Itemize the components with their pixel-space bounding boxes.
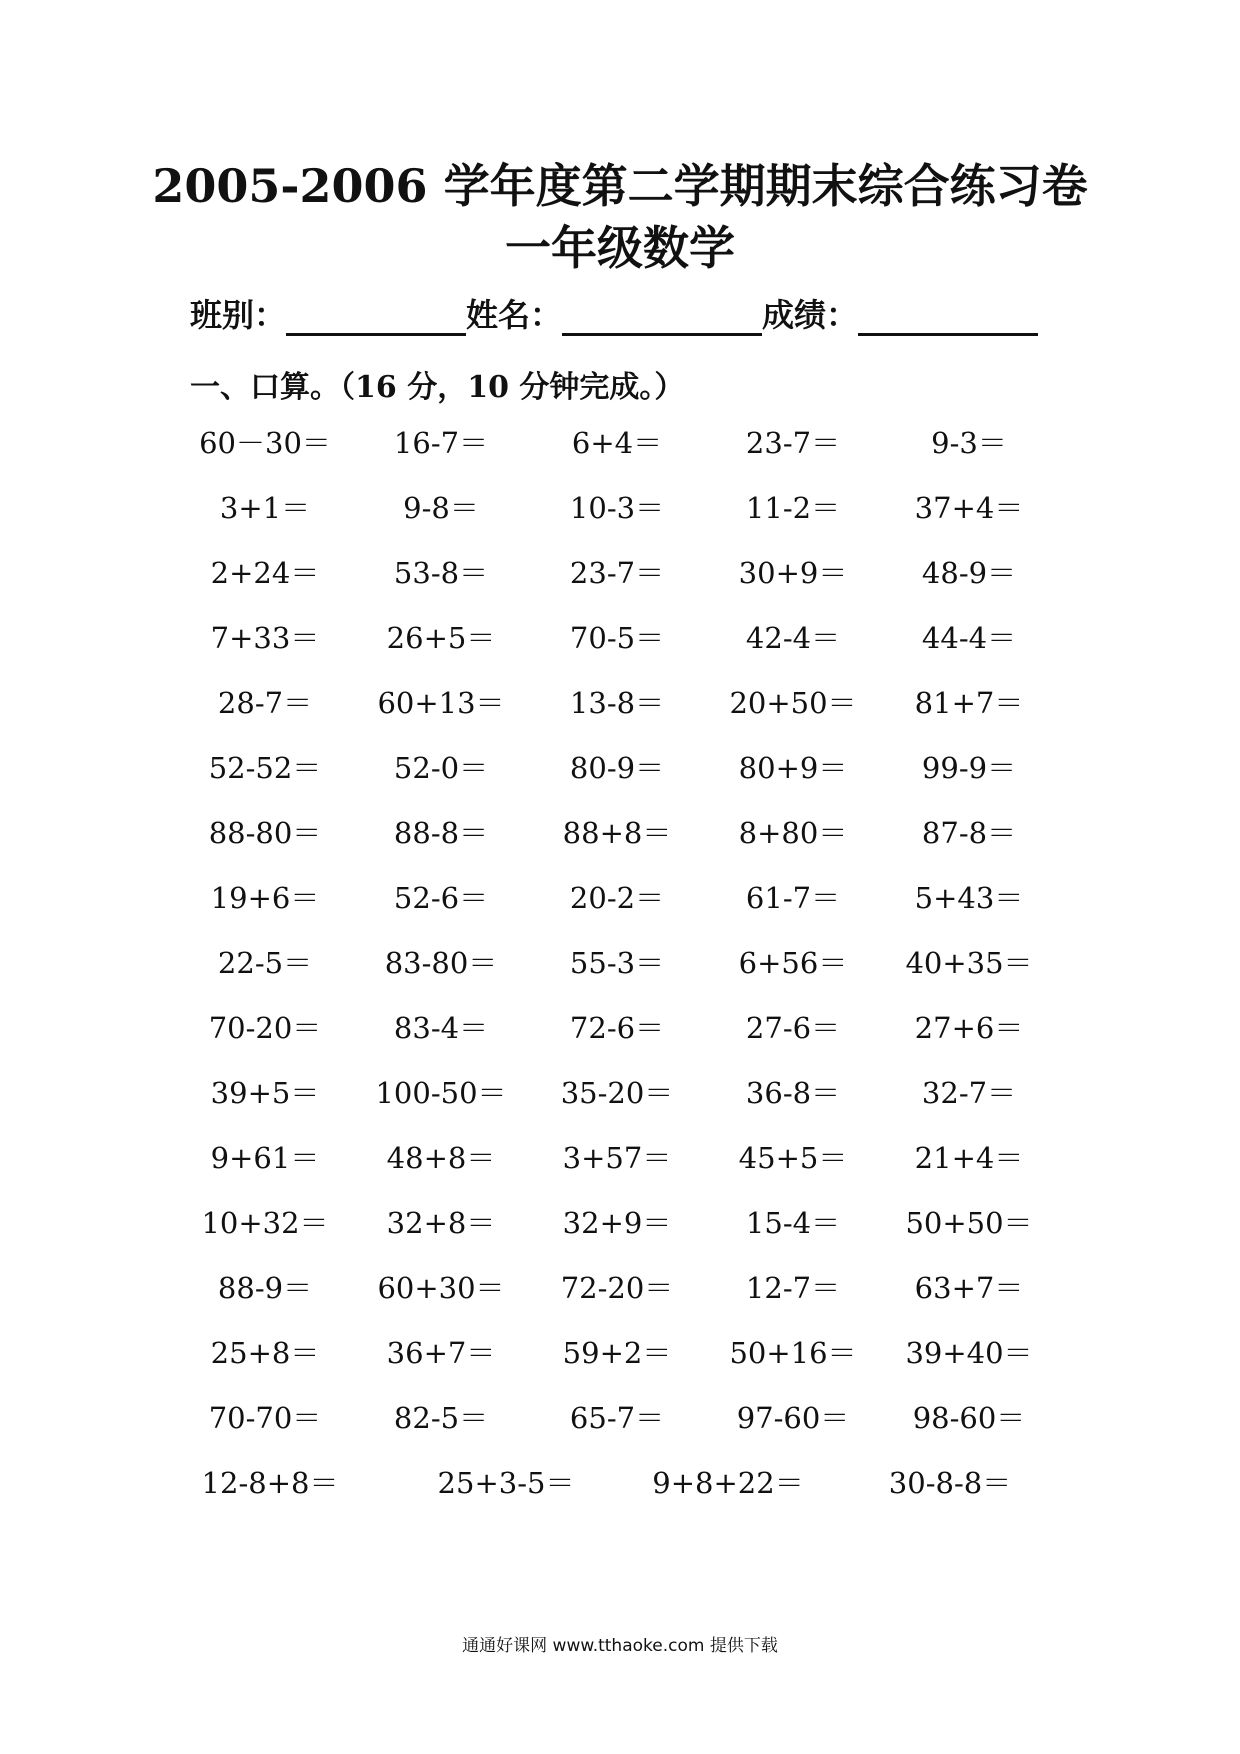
problem-item: 50+50＝ <box>905 1206 1033 1240</box>
problem-item: 82-5＝ <box>393 1401 489 1435</box>
problem-item: 88-8＝ <box>393 816 489 850</box>
problem-item: 23-7＝ <box>745 426 841 460</box>
name-label: 姓名： <box>466 296 563 334</box>
problem-item: 60+13＝ <box>377 686 505 720</box>
problem-item: 37+4＝ <box>914 491 1024 525</box>
problem-item: 100-50＝ <box>375 1076 507 1110</box>
problem-item: 27+6＝ <box>914 1011 1024 1045</box>
problem-row <box>0 1263 1240 1328</box>
problem-item: 39+5＝ <box>210 1076 320 1110</box>
problem-item: 70-20＝ <box>208 1011 322 1045</box>
problem-item: 40+35＝ <box>905 946 1033 980</box>
footer-text: 通通好课网 www.tthaoke.com 提供下载 <box>462 1636 778 1656</box>
problem-item: 20-2＝ <box>569 881 665 915</box>
problem-item: 23-7＝ <box>569 556 665 590</box>
problem-row <box>0 1133 1240 1198</box>
problem-row <box>0 1198 1240 1263</box>
problem-item: 12-7＝ <box>745 1271 841 1305</box>
problem-item: 50+16＝ <box>729 1336 857 1370</box>
problem-item: 83-4＝ <box>393 1011 489 1045</box>
problem-row <box>0 808 1240 873</box>
section-heading: 一、口算。（16 分，10 分钟完成。） <box>190 370 685 405</box>
class-label: 班别： <box>190 296 287 334</box>
problem-item: 52-0＝ <box>393 751 489 785</box>
problem-item: 11-2＝ <box>745 491 841 525</box>
problem-item: 36-8＝ <box>745 1076 841 1110</box>
problem-item: 8+80＝ <box>738 816 848 850</box>
problem-item: 98-60＝ <box>912 1401 1026 1435</box>
problem-item: 48+8＝ <box>386 1141 496 1175</box>
problem-item: 25+3-5＝ <box>437 1466 575 1500</box>
problem-item: 65-7＝ <box>569 1401 665 1435</box>
problem-item: 32-7＝ <box>921 1076 1017 1110</box>
problem-item: 61-7＝ <box>745 881 841 915</box>
problem-row <box>0 483 1240 548</box>
problem-item: 39+40＝ <box>905 1336 1033 1370</box>
class-blank[interactable] <box>286 299 466 336</box>
problem-item: 28-7＝ <box>217 686 313 720</box>
problem-row <box>0 418 1240 483</box>
name-blank[interactable] <box>562 299 762 336</box>
problem-item: 9+8+22＝ <box>652 1466 804 1500</box>
problem-item: 97-60＝ <box>736 1401 850 1435</box>
problem-item: 2+24＝ <box>210 556 320 590</box>
problem-item: 26+5＝ <box>386 621 496 655</box>
oral-calculation-grid <box>0 418 1240 1523</box>
problem-item: 59+2＝ <box>562 1336 672 1370</box>
problem-row <box>0 678 1240 743</box>
problem-item: 19+6＝ <box>210 881 320 915</box>
problem-item: 30-8-8＝ <box>888 1466 1012 1500</box>
problem-item: 5+43＝ <box>914 881 1024 915</box>
problem-item: 60+30＝ <box>377 1271 505 1305</box>
problem-item: 72-6＝ <box>569 1011 665 1045</box>
problem-item: 15-4＝ <box>745 1206 841 1240</box>
problem-row <box>0 1393 1240 1458</box>
problem-item: 6+56＝ <box>738 946 848 980</box>
problem-item: 32+9＝ <box>562 1206 672 1240</box>
problem-item: 21+4＝ <box>914 1141 1024 1175</box>
problem-item: 70-5＝ <box>569 621 665 655</box>
problem-item: 16-7＝ <box>393 426 489 460</box>
problem-item: 88+8＝ <box>562 816 672 850</box>
problem-item: 53-8＝ <box>393 556 489 590</box>
problem-row <box>0 1328 1240 1393</box>
problem-item: 3+57＝ <box>562 1141 672 1175</box>
score-label: 成绩： <box>762 296 859 334</box>
problem-item: 35-20＝ <box>560 1076 674 1110</box>
problem-item: 99-9＝ <box>921 751 1017 785</box>
problem-item: 27-6＝ <box>745 1011 841 1045</box>
problem-row <box>0 743 1240 808</box>
problem-item: 63+7＝ <box>914 1271 1024 1305</box>
problem-item: 12-8+8＝ <box>201 1466 339 1500</box>
problem-item: 36+7＝ <box>386 1336 496 1370</box>
problem-row <box>0 613 1240 678</box>
problem-item: 45+5＝ <box>738 1141 848 1175</box>
problem-item: 55-3＝ <box>569 946 665 980</box>
problem-item: 48-9＝ <box>921 556 1017 590</box>
problem-item: 20+50＝ <box>729 686 857 720</box>
problem-item: 7+33＝ <box>210 621 320 655</box>
problem-item: 44-4＝ <box>921 621 1017 655</box>
problem-item: 25+8＝ <box>210 1336 320 1370</box>
score-blank[interactable] <box>858 299 1038 336</box>
problem-item: 87-8＝ <box>921 816 1017 850</box>
problem-item: 13-8＝ <box>569 686 665 720</box>
problem-item: 70-70＝ <box>208 1401 322 1435</box>
problem-item: 9-3＝ <box>931 426 1007 460</box>
problem-row-mixed <box>0 1458 1240 1523</box>
problem-item: 88-9＝ <box>217 1271 313 1305</box>
problem-row <box>0 1003 1240 1068</box>
problem-item: 52-6＝ <box>393 881 489 915</box>
problem-item: 6+4＝ <box>571 426 663 460</box>
problem-item: 30+9＝ <box>738 556 848 590</box>
problem-item: 42-4＝ <box>745 621 841 655</box>
problem-item: 80-9＝ <box>569 751 665 785</box>
problem-item: 83-80＝ <box>384 946 498 980</box>
problem-item: 88-80＝ <box>208 816 322 850</box>
problem-row <box>0 1068 1240 1133</box>
problem-item: 22-5＝ <box>217 946 313 980</box>
student-info-line <box>190 292 1070 336</box>
problem-item: 80+9＝ <box>738 751 848 785</box>
problem-row <box>0 873 1240 938</box>
problem-item: 81+7＝ <box>914 686 1024 720</box>
document-subtitle: 一年级数学 <box>505 221 735 275</box>
problem-item: 32+8＝ <box>386 1206 496 1240</box>
document-title: 2005-2006 学年度第二学期期末综合练习卷 <box>152 159 1088 213</box>
problem-item: 10+32＝ <box>201 1206 329 1240</box>
problem-row <box>0 548 1240 613</box>
problem-item: 72-20＝ <box>560 1271 674 1305</box>
problem-item: 3+1＝ <box>219 491 311 525</box>
problem-item: 60－30＝ <box>199 426 331 460</box>
problem-item: 10-3＝ <box>569 491 665 525</box>
problem-row <box>0 938 1240 1003</box>
problem-item: 52-52＝ <box>208 751 322 785</box>
problem-item: 9+61＝ <box>210 1141 320 1175</box>
problem-item: 9-8＝ <box>403 491 479 525</box>
